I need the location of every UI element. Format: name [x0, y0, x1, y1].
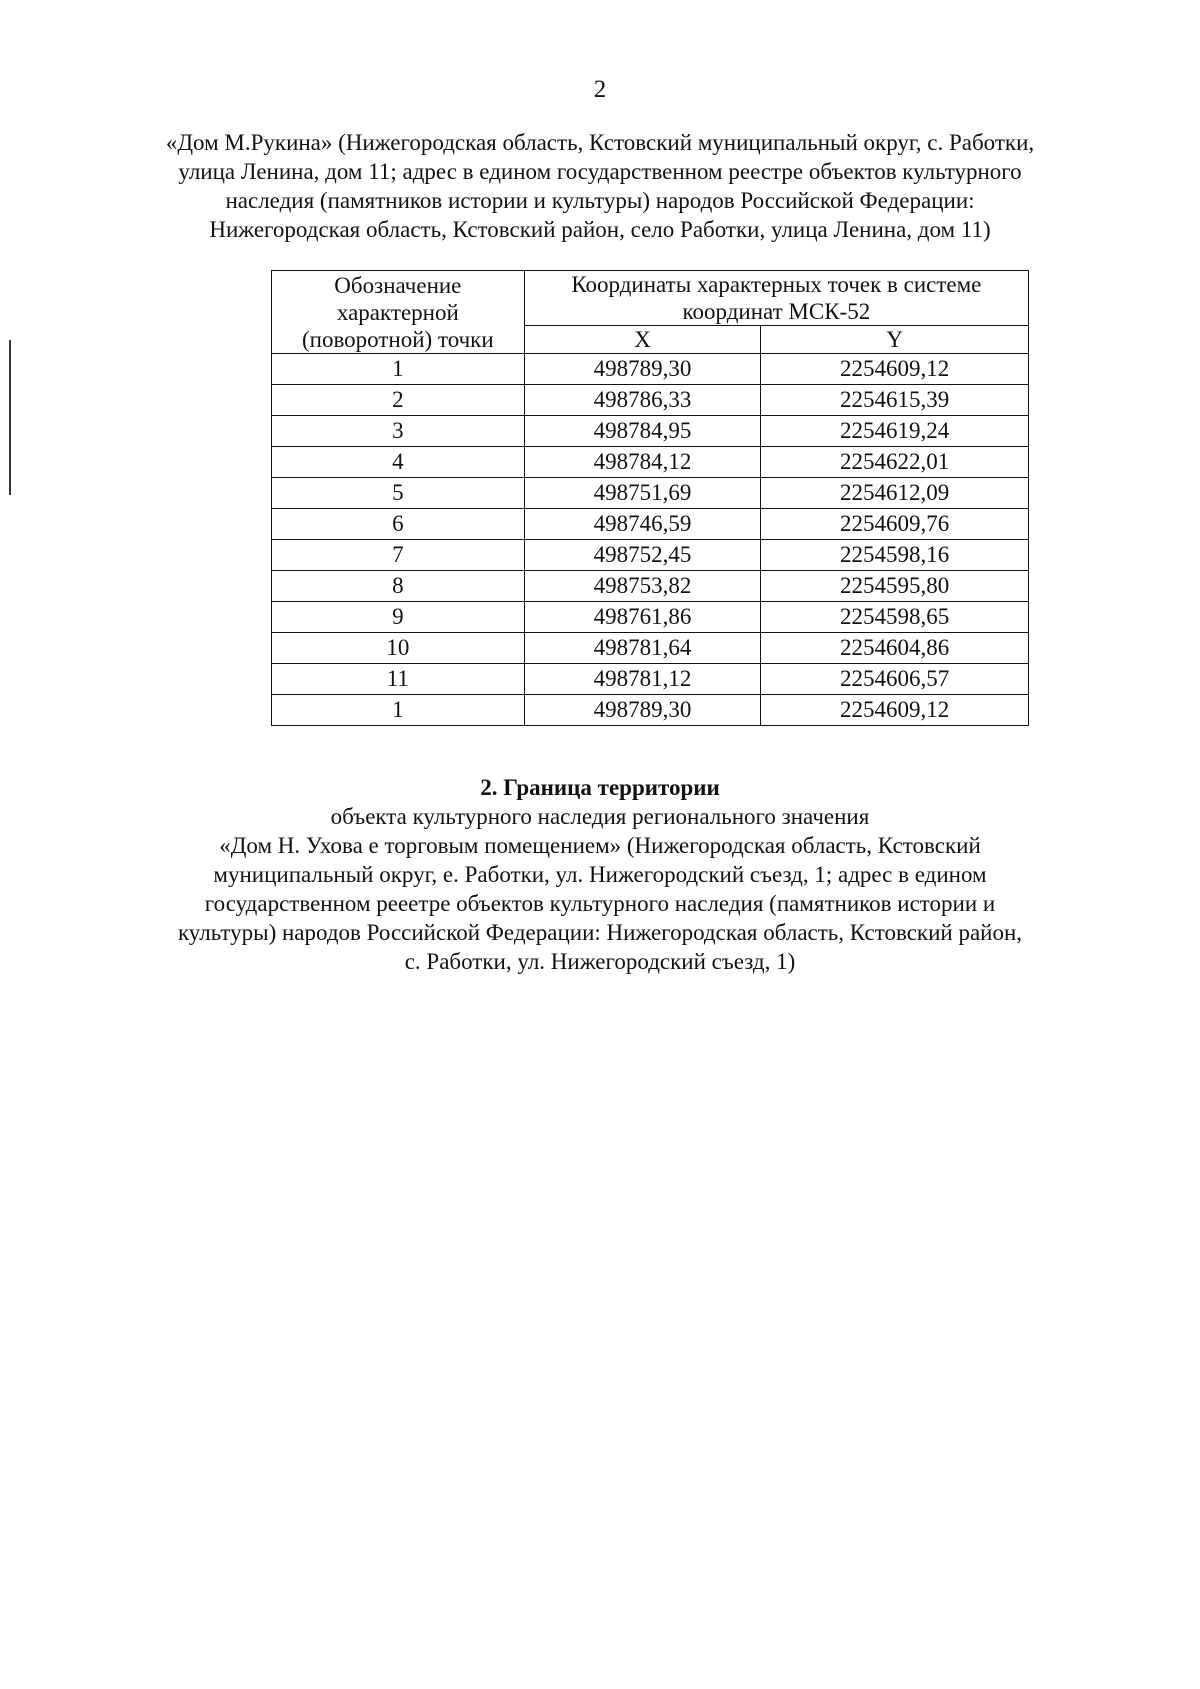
- table-header-row: [272, 271, 1029, 326]
- x-cell: 498753,82: [524, 571, 761, 602]
- description-line: наследия (памятников истории и культуры) народов Российской Федерации:: [225, 188, 975, 213]
- table-row: [272, 447, 1029, 478]
- y-cell: 2254604,86: [761, 633, 1029, 664]
- y-cell: 2254609,12: [761, 354, 1029, 385]
- coordinates-column-header: Координаты характерных точек в системе координат МСК-52: [524, 271, 1028, 326]
- point-cell: 5: [272, 478, 525, 509]
- page-number: 2: [593, 76, 607, 103]
- table-row: [272, 385, 1029, 416]
- section-2-title: 2. Граница территории: [480, 775, 720, 800]
- x-cell: 498746,59: [524, 509, 761, 540]
- point-cell: 2: [272, 385, 525, 416]
- object-description: [150, 128, 1050, 244]
- description-line: «Дом М.Рукина» (Нижегородская область, Кстовский муниципальный округ, с. Работки,: [165, 130, 1035, 155]
- x-cell: 498761,86: [524, 602, 761, 633]
- x-cell: 498751,69: [524, 478, 761, 509]
- x-cell: 498781,64: [524, 633, 761, 664]
- point-cell: 10: [272, 633, 525, 664]
- x-cell: 498784,12: [524, 447, 761, 478]
- x-cell: 498784,95: [524, 416, 761, 447]
- y-cell: 2254606,57: [761, 664, 1029, 695]
- y-cell: 2254622,01: [761, 447, 1029, 478]
- table-row: [272, 354, 1029, 385]
- description-line: улица Ленина, дом 11; адрес в едином государственном реестре объектов культурного: [178, 159, 1022, 184]
- y-cell: 2254615,39: [761, 385, 1029, 416]
- point-column-header: Обозначение характерной (поворотной) точки: [272, 271, 525, 354]
- table-row: [272, 509, 1029, 540]
- y-cell: 2254595,80: [761, 571, 1029, 602]
- point-cell: 4: [272, 447, 525, 478]
- point-cell: 1: [272, 354, 525, 385]
- section-2-line: «Дом Н. Ухова е торговым помещением» (Нижегородская область, Кстовский: [219, 833, 981, 858]
- point-cell: 9: [272, 602, 525, 633]
- table-row: [272, 416, 1029, 447]
- x-cell: 498789,30: [524, 354, 761, 385]
- table-row: [272, 633, 1029, 664]
- x-cell: 498752,45: [524, 540, 761, 571]
- point-cell: 11: [272, 664, 525, 695]
- point-cell: 1: [272, 695, 525, 726]
- section-2-line: государственном рееетре объектов культурного наследия (памятников истории и: [204, 891, 996, 916]
- point-cell: 8: [272, 571, 525, 602]
- y-cell: 2254598,16: [761, 540, 1029, 571]
- point-cell: 6: [272, 509, 525, 540]
- section-2-line: объекта культурного наследия регионального значения: [330, 804, 870, 829]
- point-cell: 3: [272, 416, 525, 447]
- x-cell: 498781,12: [524, 664, 761, 695]
- y-cell: 2254619,24: [761, 416, 1029, 447]
- x-column-header: X: [524, 326, 761, 354]
- y-cell: 2254612,09: [761, 478, 1029, 509]
- table-row: [272, 695, 1029, 726]
- table-row: [272, 664, 1029, 695]
- y-cell: 2254609,76: [761, 509, 1029, 540]
- table-row: [272, 478, 1029, 509]
- section-2-line: культуры) народов Российской Федерации: Нижегородская область, Кстовский район,: [177, 920, 1023, 945]
- table-row: [272, 602, 1029, 633]
- margin-scan-line: [9, 340, 11, 495]
- x-cell: 498786,33: [524, 385, 761, 416]
- point-cell: 7: [272, 540, 525, 571]
- description-line: Нижегородская область, Кстовский район, село Работки, улица Ленина, дом 11): [209, 217, 991, 242]
- coordinates-table: [271, 270, 1029, 726]
- section-2-line: с. Работки, ул. Нижегородский съезд, 1): [404, 949, 796, 974]
- section-2-block: [150, 773, 1050, 976]
- table-row: [272, 540, 1029, 571]
- y-cell: 2254609,12: [761, 695, 1029, 726]
- y-cell: 2254598,65: [761, 602, 1029, 633]
- table-row: [272, 571, 1029, 602]
- x-cell: 498789,30: [524, 695, 761, 726]
- section-2-line: муниципальный округ, е. Работки, ул. Нижегородский съезд, 1; адрес в едином: [213, 862, 987, 887]
- y-column-header: Y: [761, 326, 1029, 354]
